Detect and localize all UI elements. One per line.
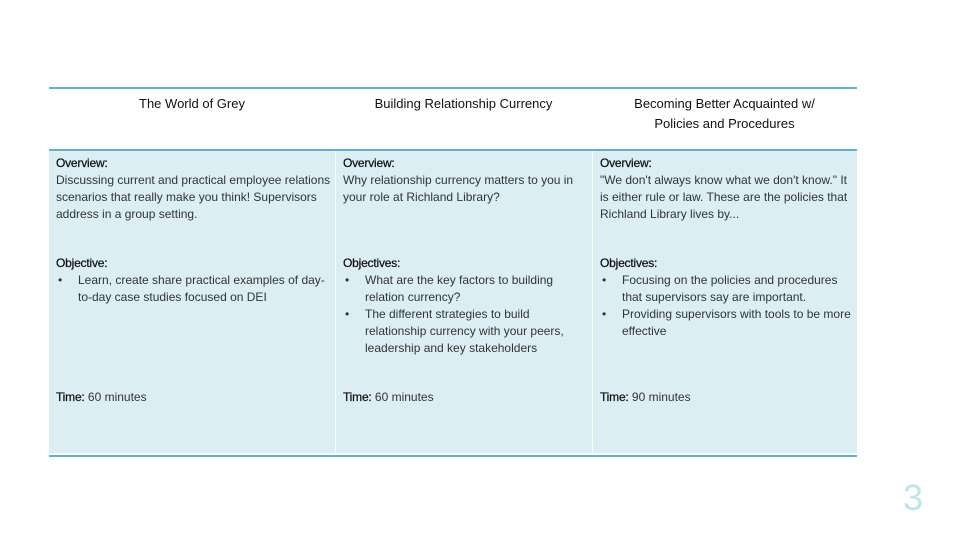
column-header-relationship-currency bbox=[335, 89, 592, 149]
objective-label: Objective: bbox=[56, 256, 108, 270]
overview-label: Overview: bbox=[600, 156, 652, 170]
time-label: Time: bbox=[343, 390, 372, 404]
objective-item: • Focusing on the policies and procedures that supervisors say are important. bbox=[600, 272, 853, 306]
objective-label: Objectives: bbox=[343, 256, 401, 270]
column-header-text: Building Relationship Currency bbox=[374, 96, 553, 111]
column-header-text-line1: Becoming Better Acquainted w/ bbox=[634, 96, 815, 111]
column-header-text-line2: Policies and Procedures bbox=[654, 116, 795, 131]
time-value: 90 minutes bbox=[631, 390, 691, 404]
time-section bbox=[600, 389, 853, 406]
objective-section bbox=[600, 255, 853, 340]
column-header-world-of-grey bbox=[49, 89, 335, 149]
column-policies-procedures bbox=[592, 151, 857, 453]
objective-section bbox=[343, 255, 588, 357]
overview-section bbox=[56, 155, 331, 223]
objective-list bbox=[56, 272, 331, 306]
overview-section bbox=[600, 155, 853, 223]
objective-item: • What are the key factors to building relation currency? bbox=[343, 272, 588, 306]
overview-label: Overview: bbox=[56, 156, 108, 170]
time-label: Time: bbox=[600, 390, 629, 404]
column-header-policies-procedures bbox=[592, 89, 857, 149]
column-world-of-grey bbox=[49, 151, 335, 453]
objective-label: Objectives: bbox=[600, 256, 658, 270]
overview-text: "We don't always know what we don't know." It is either rule or law. These are the policies that Richland Library lives by... bbox=[600, 173, 848, 221]
objective-list bbox=[343, 272, 588, 357]
table-header-row bbox=[49, 89, 857, 151]
time-value: 60 minutes bbox=[87, 390, 147, 404]
objective-item: • The different strategies to build relationship currency with your peers, leadership and key stakeholders bbox=[343, 306, 588, 357]
column-header-text: The World of Grey bbox=[139, 96, 245, 111]
objective-section bbox=[56, 255, 331, 306]
time-label: Time: bbox=[56, 390, 85, 404]
time-section bbox=[56, 389, 331, 406]
overview-label: Overview: bbox=[343, 156, 395, 170]
overview-text: Why relationship currency matters to you in your role at Richland Library? bbox=[343, 173, 574, 204]
time-value: 60 minutes bbox=[374, 390, 434, 404]
table-body-row bbox=[49, 151, 857, 453]
objective-item: • Providing supervisors with tools to be more effective bbox=[600, 306, 853, 340]
slide-page-number: 3 bbox=[902, 477, 924, 518]
session-table bbox=[49, 87, 857, 457]
overview-text: Discussing current and practical employee relations scenarios that really make you think! Supervisors address in a group setting. bbox=[56, 173, 331, 221]
objective-item: • Learn, create share practical examples of day-to-day case studies focused on DEI bbox=[56, 272, 331, 306]
objective-list bbox=[600, 272, 853, 340]
column-relationship-currency bbox=[335, 151, 592, 453]
overview-section bbox=[343, 155, 588, 206]
time-section bbox=[343, 389, 588, 406]
